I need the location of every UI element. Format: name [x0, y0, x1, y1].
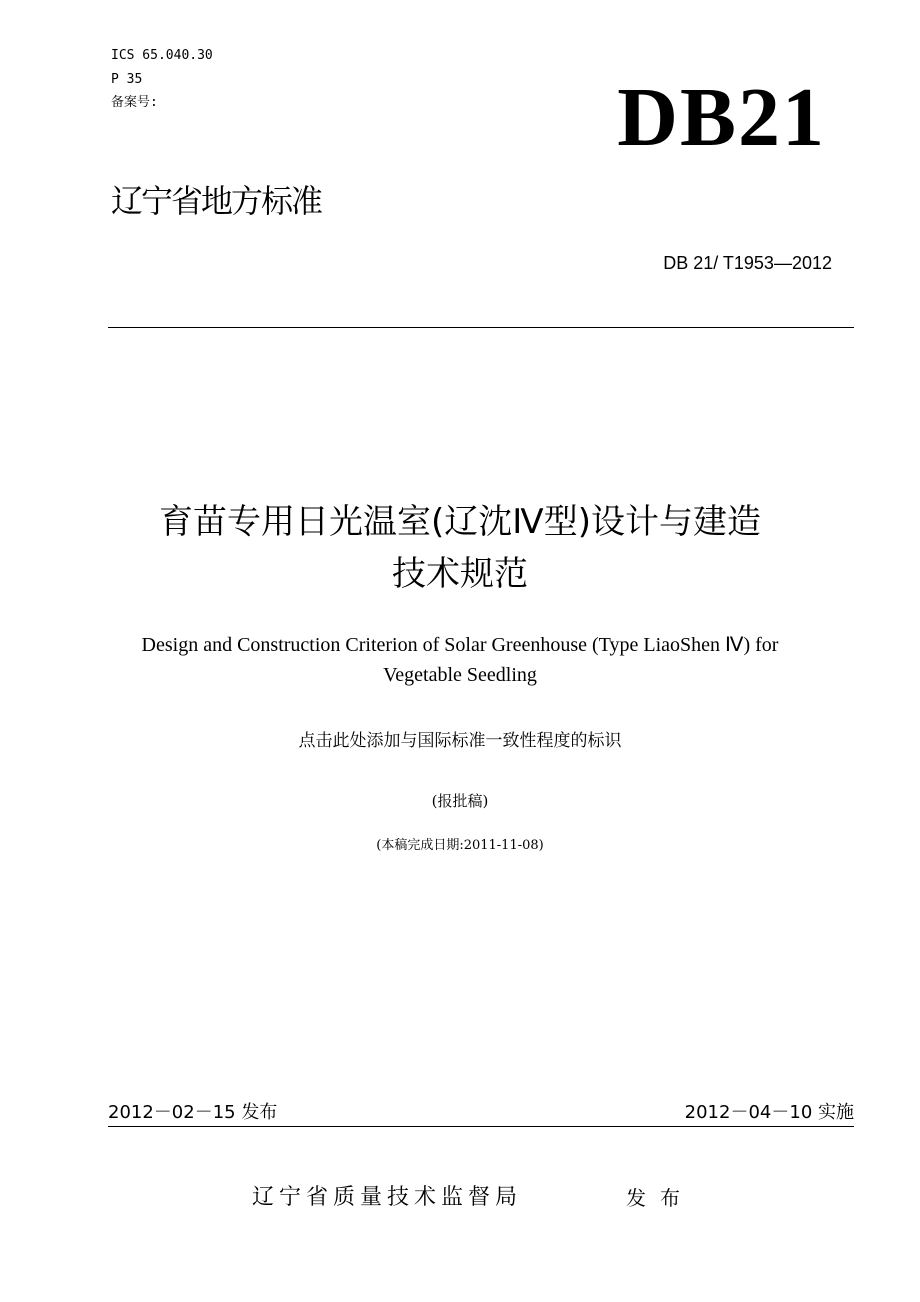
standard-code-mark: DB21: [617, 71, 826, 164]
standard-category: 辽宁省地方标准: [111, 182, 322, 220]
ics-code: ICS 65.040.30: [111, 48, 213, 63]
title-cn-line-1: 育苗专用日光温室(辽沈Ⅳ型)设计与建造: [159, 502, 761, 542]
conformity-placeholder[interactable]: 点击此处添加与国际标准一致性程度的标识: [298, 731, 622, 751]
title-cn-line-2: 技术规范: [392, 554, 528, 594]
classification-code: P 35: [111, 72, 143, 87]
title-en-line-1: Design and Construction Criterion of Solar Greenhouse (Type LiaoShen Ⅳ) for: [141, 634, 779, 656]
draft-completion-date: (本稿完成日期:2011-11-08): [376, 838, 544, 853]
top-divider: [108, 327, 854, 328]
issue-label: 发布: [626, 1186, 694, 1210]
implement-date: 2012－04－10 实施: [684, 1102, 854, 1123]
draft-stage: (报批稿): [431, 792, 489, 810]
filing-number-label: 备案号:: [111, 95, 158, 110]
bottom-divider: [108, 1126, 854, 1127]
standard-number: DB 21/ T1953—2012: [663, 253, 832, 273]
title-en-line-2: Vegetable Seedling: [383, 664, 537, 686]
publish-date: 2012－02－15 发布: [108, 1102, 278, 1123]
issuing-authority: 辽宁省质量技术监督局: [252, 1185, 523, 1210]
